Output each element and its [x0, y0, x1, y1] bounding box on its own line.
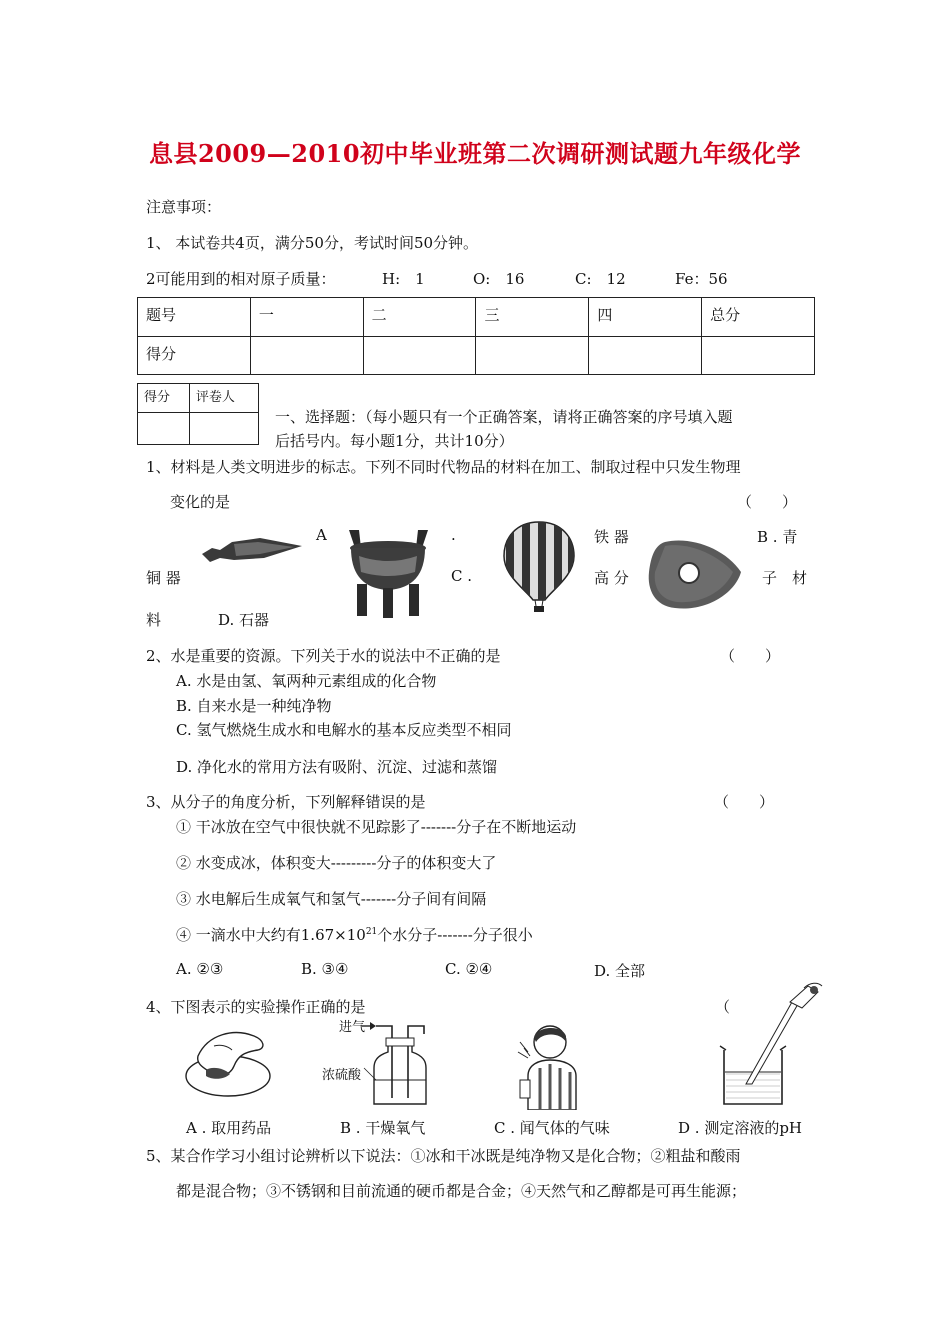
page-title: 息县2009—2010初中毕业班第二次调研测试题九年级化学: [148, 139, 802, 168]
q3-item-4: [176, 924, 533, 945]
q1-frag-zicai: 子 材: [762, 569, 808, 587]
score-table-cell: 二: [363, 298, 476, 337]
score-table: [137, 297, 815, 375]
q1-stem-line-2: 变化的是: [170, 493, 231, 511]
score-table-score-row: [138, 336, 815, 375]
grader-score-label: 得分: [138, 384, 190, 413]
q4-caption-a: A . 取用药品: [186, 1119, 272, 1137]
q4-label-inlet: 进气: [339, 1020, 366, 1035]
atomic-mass-c: C: 12: [575, 270, 626, 288]
q2-stem: 2、水是重要的资源。下列关于水的说法中不正确的是: [146, 647, 501, 665]
q2-option-c: C. 氢气燃烧生成水和电解水的基本反应类型不相同: [176, 721, 512, 739]
q3-item-2: ② 水变成冰，体积变大---------分子的体积变大了: [176, 854, 497, 872]
score-table-cell: 总分: [702, 298, 815, 337]
ph-test-beaker-image: [718, 980, 828, 1108]
score-input-cell[interactable]: [589, 336, 702, 375]
grader-name-cell[interactable]: [189, 413, 258, 445]
q1-frag-c: C .: [451, 567, 473, 585]
score-table-cell: 三: [476, 298, 589, 337]
score-input-cell[interactable]: [363, 336, 476, 375]
score-table-cell: 得分: [138, 336, 251, 375]
atomic-mass-o: O: 16: [473, 270, 525, 288]
q3-choice-a: A. ②③: [176, 960, 224, 978]
q4-caption-c: C . 闻气体的气味: [494, 1119, 610, 1137]
score-table-cell: 四: [589, 298, 702, 337]
q1-frag-tieqi: 铁 器: [594, 528, 629, 546]
q2-option-d: D. 净化水的常用方法有吸附、沉淀、过滤和蒸馏: [176, 758, 498, 776]
notes-line-1: 1、 本试卷共4页，满分50分，考试时间50分钟。: [146, 234, 479, 252]
q3-item-1: ① 干冰放在空气中很快就不见踪影了-------分子在不断地运动: [176, 818, 577, 836]
q2-option-b: B. 自来水是一种纯净物: [176, 697, 332, 715]
section-1-line-2: 后括号内。每小题1分，共计10分）: [275, 432, 514, 450]
hand-taking-reagent-image: [184, 1026, 274, 1100]
section-1-line-1: 一、选择题：（每小题只有一个正确答案，请将正确答案的序号填入题: [275, 408, 733, 426]
grader-name-label: 评卷人: [189, 384, 258, 413]
q4-answer-paren[interactable]: （: [715, 998, 731, 1016]
q5-stem-line-1: 5、某合作学习小组讨论辨析以下说法：①冰和干冰既是纯净物又是化合物；②粗盐和酸雨: [146, 1147, 741, 1165]
smelling-gas-boy-image: [510, 1018, 590, 1110]
score-input-cell[interactable]: [250, 336, 363, 375]
notes-heading: 注意事项：: [146, 198, 222, 216]
q1-frag-d: D. 石器: [218, 611, 270, 629]
hot-air-balloon-image: [502, 520, 576, 612]
q3-item-4-exponent: 21: [365, 927, 378, 937]
q1-answer-paren[interactable]: （ ）: [737, 493, 798, 511]
score-table-cell: 题号: [138, 298, 251, 337]
q3-answer-paren[interactable]: （ ）: [714, 793, 775, 811]
stone-tool-image: [645, 536, 745, 614]
q1-frag-b: B . 青: [757, 528, 798, 546]
q4-label-acid: 浓硫酸: [322, 1068, 362, 1083]
q1-frag-dot: .: [451, 526, 456, 544]
q3-item-4-text-b: 个水分子-------分子很小: [377, 926, 533, 944]
score-input-cell[interactable]: [476, 336, 589, 375]
q2-answer-paren[interactable]: （ ）: [720, 647, 781, 665]
q1-frag-gaofen: 高 分: [594, 569, 629, 587]
q4-caption-b: B . 干燥氧气: [340, 1119, 426, 1137]
grader-score-cell[interactable]: [138, 413, 190, 445]
q1-stem-line-1: 1、材料是人类文明进步的标志。下列不同时代物品的材料在加工、制取过程中只发生物理: [146, 458, 741, 476]
notes-line-2-label: 2可能用到的相对原子质量：: [146, 270, 336, 288]
q5-stem-line-2: 都是混合物；③不锈钢和目前流通的硬币都是合金；④天然气和乙醇都是可再生能源；: [176, 1182, 747, 1200]
q1-frag-liao: 料: [146, 611, 162, 629]
q3-item-3: ③ 水电解后生成氧气和氢气-------分子间有间隔: [176, 890, 487, 908]
q3-choice-d: D. 全部: [594, 962, 646, 980]
gas-drying-bottle-image: [362, 1018, 440, 1108]
q3-choice-b: B. ③④: [301, 960, 349, 978]
grader-table: [137, 383, 259, 445]
iron-spearhead-image: [198, 528, 304, 574]
q4-stem: 4、下图表示的实验操作正确的是: [146, 998, 366, 1016]
score-table-header-row: [138, 298, 815, 337]
q3-stem: 3、从分子的角度分析，下列解释错误的是: [146, 793, 426, 811]
atomic-mass-fe: Fe：56: [675, 270, 728, 288]
q3-item-4-text-a: ④ 一滴水中大约有1.67×10: [176, 926, 366, 944]
q1-frag-tong: 铜 器: [146, 569, 181, 587]
score-table-cell: 一: [250, 298, 363, 337]
score-input-cell[interactable]: [702, 336, 815, 375]
q2-option-a: A. 水是由氢、氧两种元素组成的化合物: [176, 672, 437, 690]
q3-choice-c: C. ②④: [445, 960, 493, 978]
bronze-ding-image: [341, 522, 436, 620]
q4-caption-d: D . 测定溶液的pH: [678, 1119, 803, 1137]
atomic-mass-h: H: 1: [382, 270, 425, 288]
q1-frag-a: A: [316, 526, 327, 544]
